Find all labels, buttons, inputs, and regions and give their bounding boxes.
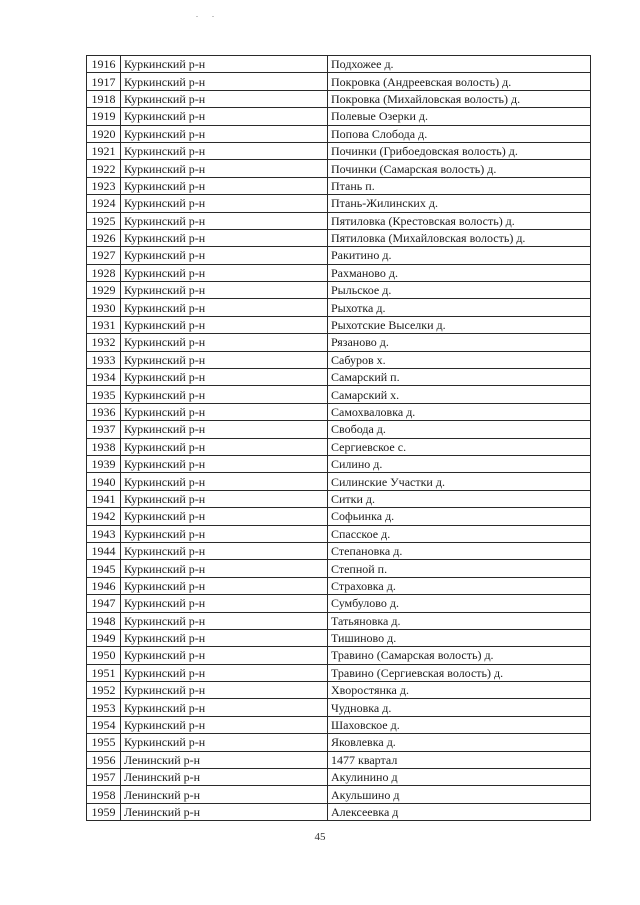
settlement-cell: Сергиевское с. — [328, 438, 591, 455]
settlement-cell: Чудновка д. — [328, 699, 591, 716]
settlement-cell: Подхожее д. — [328, 56, 591, 73]
row-number-cell: 1948 — [87, 612, 121, 629]
district-cell: Куркинский р-н — [121, 73, 328, 90]
settlement-cell: Пятиловка (Михайловская волость) д. — [328, 229, 591, 246]
district-cell: Ленинский р-н — [121, 769, 328, 786]
row-number-cell: 1917 — [87, 73, 121, 90]
row-number-cell: 1920 — [87, 125, 121, 142]
district-cell: Куркинский р-н — [121, 612, 328, 629]
row-number-cell: 1930 — [87, 299, 121, 316]
table-row — [87, 595, 591, 612]
settlement-cell: Ракитино д. — [328, 247, 591, 264]
settlement-cell: Спасское д. — [328, 525, 591, 542]
settlement-cell: Татьяновка д. — [328, 612, 591, 629]
settlement-cell: Степной п. — [328, 560, 591, 577]
row-number-cell: 1935 — [87, 386, 121, 403]
row-number-cell: 1956 — [87, 751, 121, 768]
row-number-cell: 1925 — [87, 212, 121, 229]
settlement-cell: Птань п. — [328, 177, 591, 194]
table-row — [87, 334, 591, 351]
row-number-cell: 1945 — [87, 560, 121, 577]
district-cell: Куркинский р-н — [121, 699, 328, 716]
settlement-cell: Травино (Сергиевская волость) д. — [328, 664, 591, 681]
table-row — [87, 699, 591, 716]
table-row — [87, 647, 591, 664]
table-row — [87, 473, 591, 490]
row-number-cell: 1923 — [87, 177, 121, 194]
district-cell: Куркинский р-н — [121, 212, 328, 229]
table-row — [87, 664, 591, 681]
table-row — [87, 90, 591, 107]
settlements-table-body — [87, 56, 591, 821]
district-cell: Куркинский р-н — [121, 716, 328, 733]
table-row — [87, 734, 591, 751]
table-row — [87, 229, 591, 246]
table-row — [87, 73, 591, 90]
settlement-cell: Софьинка д. — [328, 508, 591, 525]
district-cell: Куркинский р-н — [121, 577, 328, 594]
row-number-cell: 1942 — [87, 508, 121, 525]
table-row — [87, 421, 591, 438]
district-cell: Куркинский р-н — [121, 386, 328, 403]
district-cell: Ленинский р-н — [121, 786, 328, 803]
table-row — [87, 751, 591, 768]
table-row — [87, 629, 591, 646]
settlement-cell: Шаховское д. — [328, 716, 591, 733]
settlement-cell: Пятиловка (Крестовская волость) д. — [328, 212, 591, 229]
settlement-cell: Сумбулово д. — [328, 595, 591, 612]
district-cell: Куркинский р-н — [121, 177, 328, 194]
district-cell: Ленинский р-н — [121, 803, 328, 820]
district-cell: Куркинский р-н — [121, 438, 328, 455]
settlement-cell: 1477 квартал — [328, 751, 591, 768]
settlement-cell: Покровка (Андреевская волость) д. — [328, 73, 591, 90]
row-number-cell: 1953 — [87, 699, 121, 716]
table-row — [87, 56, 591, 73]
settlement-cell: Акулинино д — [328, 769, 591, 786]
district-cell: Куркинский р-н — [121, 664, 328, 681]
district-cell: Куркинский р-н — [121, 403, 328, 420]
settlement-cell: Самохваловка д. — [328, 403, 591, 420]
row-number-cell: 1957 — [87, 769, 121, 786]
table-row — [87, 716, 591, 733]
table-row — [87, 108, 591, 125]
settlement-cell: Хворостянка д. — [328, 682, 591, 699]
table-row — [87, 299, 591, 316]
district-cell: Куркинский р-н — [121, 108, 328, 125]
table-row — [87, 212, 591, 229]
district-cell: Куркинский р-н — [121, 56, 328, 73]
settlement-cell: Ситки д. — [328, 490, 591, 507]
settlement-cell: Силинские Участки д. — [328, 473, 591, 490]
settlement-cell: Свобода д. — [328, 421, 591, 438]
district-cell: Куркинский р-н — [121, 142, 328, 159]
row-number-cell: 1941 — [87, 490, 121, 507]
district-cell: Ленинский р-н — [121, 751, 328, 768]
row-number-cell: 1916 — [87, 56, 121, 73]
settlement-cell: Починки (Самарская волость) д. — [328, 160, 591, 177]
table-row — [87, 386, 591, 403]
table-row — [87, 142, 591, 159]
settlements-table — [86, 55, 591, 821]
settlement-cell: Силино д. — [328, 455, 591, 472]
settlement-cell: Рыхотка д. — [328, 299, 591, 316]
table-row — [87, 490, 591, 507]
table-row — [87, 177, 591, 194]
row-number-cell: 1933 — [87, 351, 121, 368]
table-row — [87, 438, 591, 455]
table-row — [87, 682, 591, 699]
settlement-cell: Рахманово д. — [328, 264, 591, 281]
district-cell: Куркинский р-н — [121, 560, 328, 577]
district-cell: Куркинский р-н — [121, 247, 328, 264]
district-cell: Куркинский р-н — [121, 334, 328, 351]
settlement-cell: Самарский п. — [328, 369, 591, 386]
table-row — [87, 577, 591, 594]
table-row — [87, 195, 591, 212]
settlement-cell: Покровка (Михайловская волость) д. — [328, 90, 591, 107]
table-row — [87, 508, 591, 525]
settlement-cell: Травино (Самарская волость) д. — [328, 647, 591, 664]
district-cell: Куркинский р-н — [121, 125, 328, 142]
settlement-cell: Степановка д. — [328, 542, 591, 559]
table-row — [87, 264, 591, 281]
table-row — [87, 769, 591, 786]
row-number-cell: 1929 — [87, 282, 121, 299]
district-cell: Куркинский р-н — [121, 473, 328, 490]
row-number-cell: 1949 — [87, 629, 121, 646]
table-row — [87, 369, 591, 386]
district-cell: Куркинский р-н — [121, 595, 328, 612]
row-number-cell: 1938 — [87, 438, 121, 455]
district-cell: Куркинский р-н — [121, 421, 328, 438]
settlement-cell: Починки (Грибоедовская волость) д. — [328, 142, 591, 159]
table-row — [87, 160, 591, 177]
settlement-cell: Полевые Озерки д. — [328, 108, 591, 125]
settlement-cell: Сабуров х. — [328, 351, 591, 368]
row-number-cell: 1958 — [87, 786, 121, 803]
row-number-cell: 1944 — [87, 542, 121, 559]
row-number-cell: 1946 — [87, 577, 121, 594]
row-number-cell: 1959 — [87, 803, 121, 820]
district-cell: Куркинский р-н — [121, 299, 328, 316]
row-number-cell: 1943 — [87, 525, 121, 542]
row-number-cell: 1955 — [87, 734, 121, 751]
row-number-cell: 1932 — [87, 334, 121, 351]
row-number-cell: 1928 — [87, 264, 121, 281]
settlement-cell: Яковлевка д. — [328, 734, 591, 751]
table-row — [87, 560, 591, 577]
row-number-cell: 1927 — [87, 247, 121, 264]
district-cell: Куркинский р-н — [121, 195, 328, 212]
district-cell: Куркинский р-н — [121, 369, 328, 386]
district-cell: Куркинский р-н — [121, 455, 328, 472]
district-cell: Куркинский р-н — [121, 508, 328, 525]
row-number-cell: 1931 — [87, 316, 121, 333]
district-cell: Куркинский р-н — [121, 734, 328, 751]
page-number: 45 — [314, 831, 326, 843]
row-number-cell: 1926 — [87, 229, 121, 246]
table-row — [87, 282, 591, 299]
settlement-cell: Алексеевка д — [328, 803, 591, 820]
table-row — [87, 316, 591, 333]
table-row — [87, 803, 591, 820]
settlement-cell: Страховка д. — [328, 577, 591, 594]
district-cell: Куркинский р-н — [121, 316, 328, 333]
table-row — [87, 125, 591, 142]
scan-artifact: . . — [196, 10, 220, 19]
settlement-cell: Птань-Жилинских д. — [328, 195, 591, 212]
district-cell: Куркинский р-н — [121, 525, 328, 542]
row-number-cell: 1924 — [87, 195, 121, 212]
table-row — [87, 612, 591, 629]
row-number-cell: 1919 — [87, 108, 121, 125]
table-row — [87, 403, 591, 420]
settlement-cell: Рыльское д. — [328, 282, 591, 299]
row-number-cell: 1947 — [87, 595, 121, 612]
row-number-cell: 1937 — [87, 421, 121, 438]
table-row — [87, 542, 591, 559]
row-number-cell: 1954 — [87, 716, 121, 733]
table-row — [87, 786, 591, 803]
district-cell: Куркинский р-н — [121, 282, 328, 299]
settlement-cell: Попова Слобода д. — [328, 125, 591, 142]
district-cell: Куркинский р-н — [121, 90, 328, 107]
row-number-cell: 1936 — [87, 403, 121, 420]
district-cell: Куркинский р-н — [121, 490, 328, 507]
district-cell: Куркинский р-н — [121, 351, 328, 368]
row-number-cell: 1940 — [87, 473, 121, 490]
settlement-cell: Акульшино д — [328, 786, 591, 803]
row-number-cell: 1922 — [87, 160, 121, 177]
settlement-cell: Рязаново д. — [328, 334, 591, 351]
district-cell: Куркинский р-н — [121, 542, 328, 559]
row-number-cell: 1950 — [87, 647, 121, 664]
row-number-cell: 1951 — [87, 664, 121, 681]
district-cell: Куркинский р-н — [121, 682, 328, 699]
row-number-cell: 1918 — [87, 90, 121, 107]
table-row — [87, 455, 591, 472]
table-row — [87, 351, 591, 368]
district-cell: Куркинский р-н — [121, 160, 328, 177]
row-number-cell: 1939 — [87, 455, 121, 472]
district-cell: Куркинский р-н — [121, 229, 328, 246]
table-row — [87, 247, 591, 264]
settlement-cell: Тишиново д. — [328, 629, 591, 646]
district-cell: Куркинский р-н — [121, 264, 328, 281]
district-cell: Куркинский р-н — [121, 647, 328, 664]
row-number-cell: 1952 — [87, 682, 121, 699]
settlement-cell: Самарский х. — [328, 386, 591, 403]
row-number-cell: 1934 — [87, 369, 121, 386]
row-number-cell: 1921 — [87, 142, 121, 159]
table-row — [87, 525, 591, 542]
settlement-cell: Рыхотские Выселки д. — [328, 316, 591, 333]
district-cell: Куркинский р-н — [121, 629, 328, 646]
